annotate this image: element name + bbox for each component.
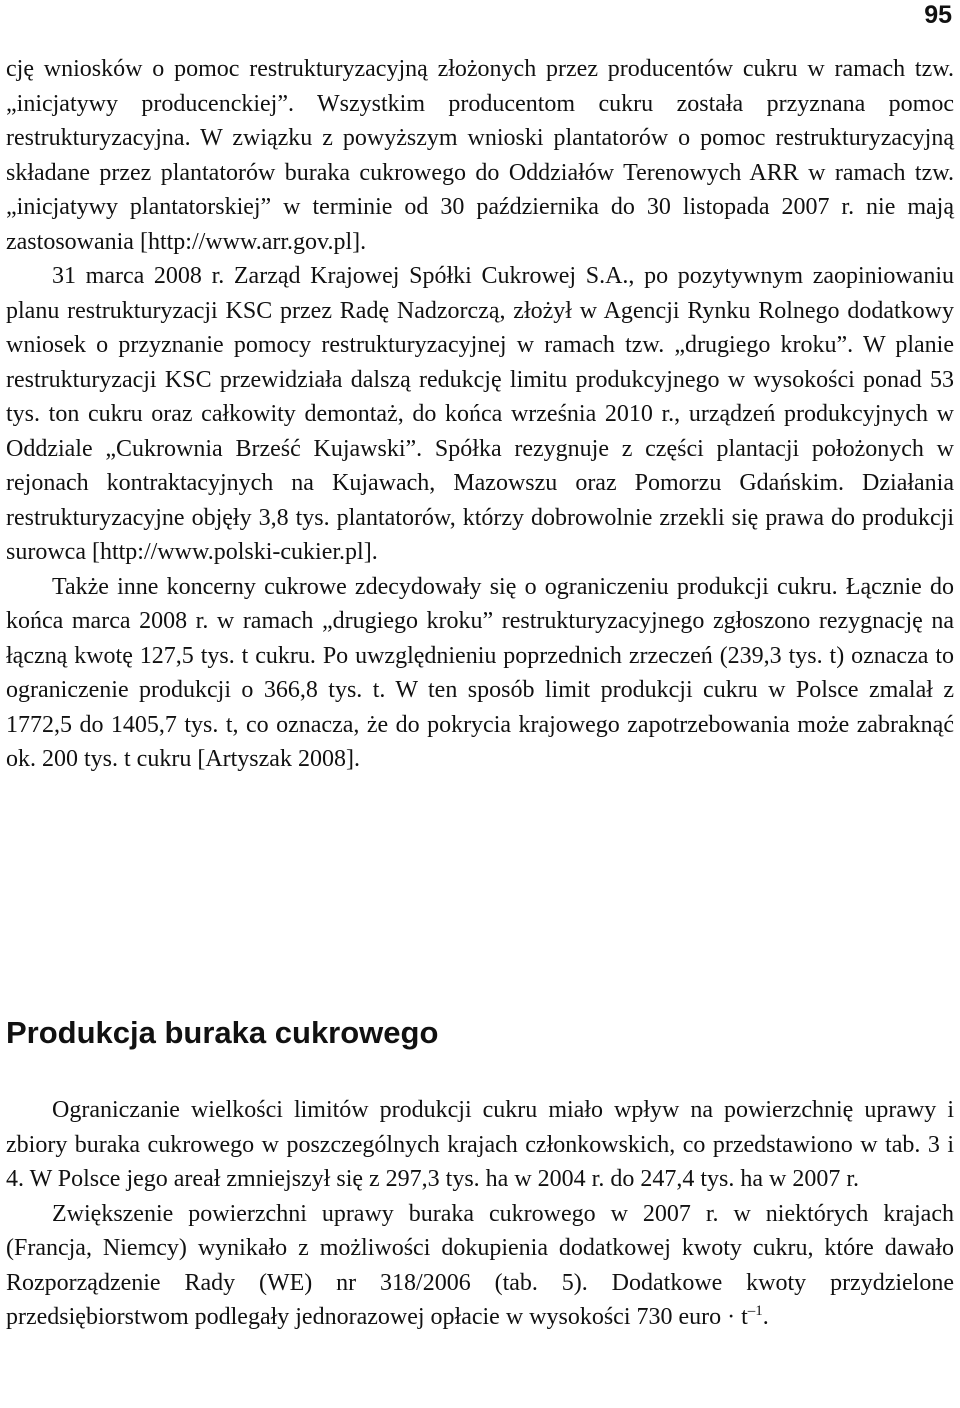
paragraph: Także inne koncerny cukrowe zdecydowały się o ograniczeniu produkcji cukru. Łącznie do końca marca 2008 r. w ramach „drugiego kroku” restrukturyzacyjnego zgłoszono rezygnację na łączną kwotę 127,5 tys. t cukru. Po uwzględnieniu poprzednich zrzeczeń (239,3 tys. t) oznacza to ograniczenie produkcji o 366,8 tys. t. W ten sposób limit produkcji cukru w Polsce zmalał z 1772,5 do 1405,7 tys. t, co oznacza, że do pokrycia krajowego zapotrzebowania może zabraknąć ok. 200 tys. t cukru [Artyszak 2008]. <box>6 573 954 772</box>
paragraph: 31 marca 2008 r. Zarząd Krajowej Spółki Cukrowej S.A., po pozytywnym zaopiniowaniu planu restrukturyzacji KSC przez Radę Nadzorczą, złożył w Agencji Rynku Rolnego dodatkowy wniosek o przyznanie pomocy restrukturyzacyjnej w ramach tzw. „drugiego kroku”. W planie restrukturyzacji KSC przewidziała dalszą redukcję limitu produkcyjnego w wysokości ponad 53 tys. ton cukru oraz całkowity demontaż, do końca września 2010 r., urządzeń produkcyjnych w Oddziale „Cukrownia Brześć Kujawski”. Spółka rezygnuje z części plantacji położonych w rejonach kontraktacyjnych na Kujawach, Mazowszu oraz Pomorzu Gdańskim. Działania restrukturyzacyjne objęły 3,8 tys. plantatorów, którzy dobrowolnie zrzekli się prawa do produkcji surowca [http://www.polski-cukier.pl]. <box>6 263 954 565</box>
paragraph-text: Zwiększenie powierzchni uprawy buraka cukrowego w 2007 r. w niektórych krajach (Francja, Niemcy) wynikało z możliwości dokupienia dodatkowej kwoty cukru, które dawało Rozporządzenie Rady (WE) nr 318/2006 (tab. 5). Dodatkowe kwoty przydzielone przedsiębiorstwom podlegały jednorazowej opłacie w wysokości 730 euro · t <box>6 1200 954 1330</box>
paragraph <box>6 1197 954 1335</box>
paragraph-end-punctuation: . <box>762 1304 769 1330</box>
paragraph: cję wniosków o pomoc restrukturyzacyjną złożonych przez producentów cukru w ramach tzw. „inicjatywy producenckiej”. Wszystkim producentom cukru została przyznana pomoc restrukturyzacyjna. W związku z powyższym wnioski plantatorów o pomoc restrukturyzacyjną składane przez plantatorów buraka cukrowego do Oddziałów Terenowych ARR w ramach tzw. „inicjatywy plantatorskiej” w terminie od 30 października do 30 listopada 2007 r. nie mają zastosowania [http://www.arr.gov.pl]. <box>6 56 954 255</box>
page-number: 95 <box>924 1 952 29</box>
section-heading: Produkcja buraka cukrowego <box>6 1015 439 1050</box>
section-body-restructuring <box>6 52 954 777</box>
paragraph: Ograniczanie wielkości limitów produkcji cukru miało wpływ na powierzchnię uprawy i zbiory buraka cukrowego w poszczególnych krajach członkowskich, co przedstawiono w tab. 3 i 4. W Polsce jego areał zmniejszył się z 297,3 tys. ha w 2004 r. do 247,4 tys. ha w 2007 r. <box>6 1097 954 1192</box>
superscript-exponent: –1 <box>747 1303 763 1319</box>
section-body-sugar-beet <box>6 1093 954 1335</box>
